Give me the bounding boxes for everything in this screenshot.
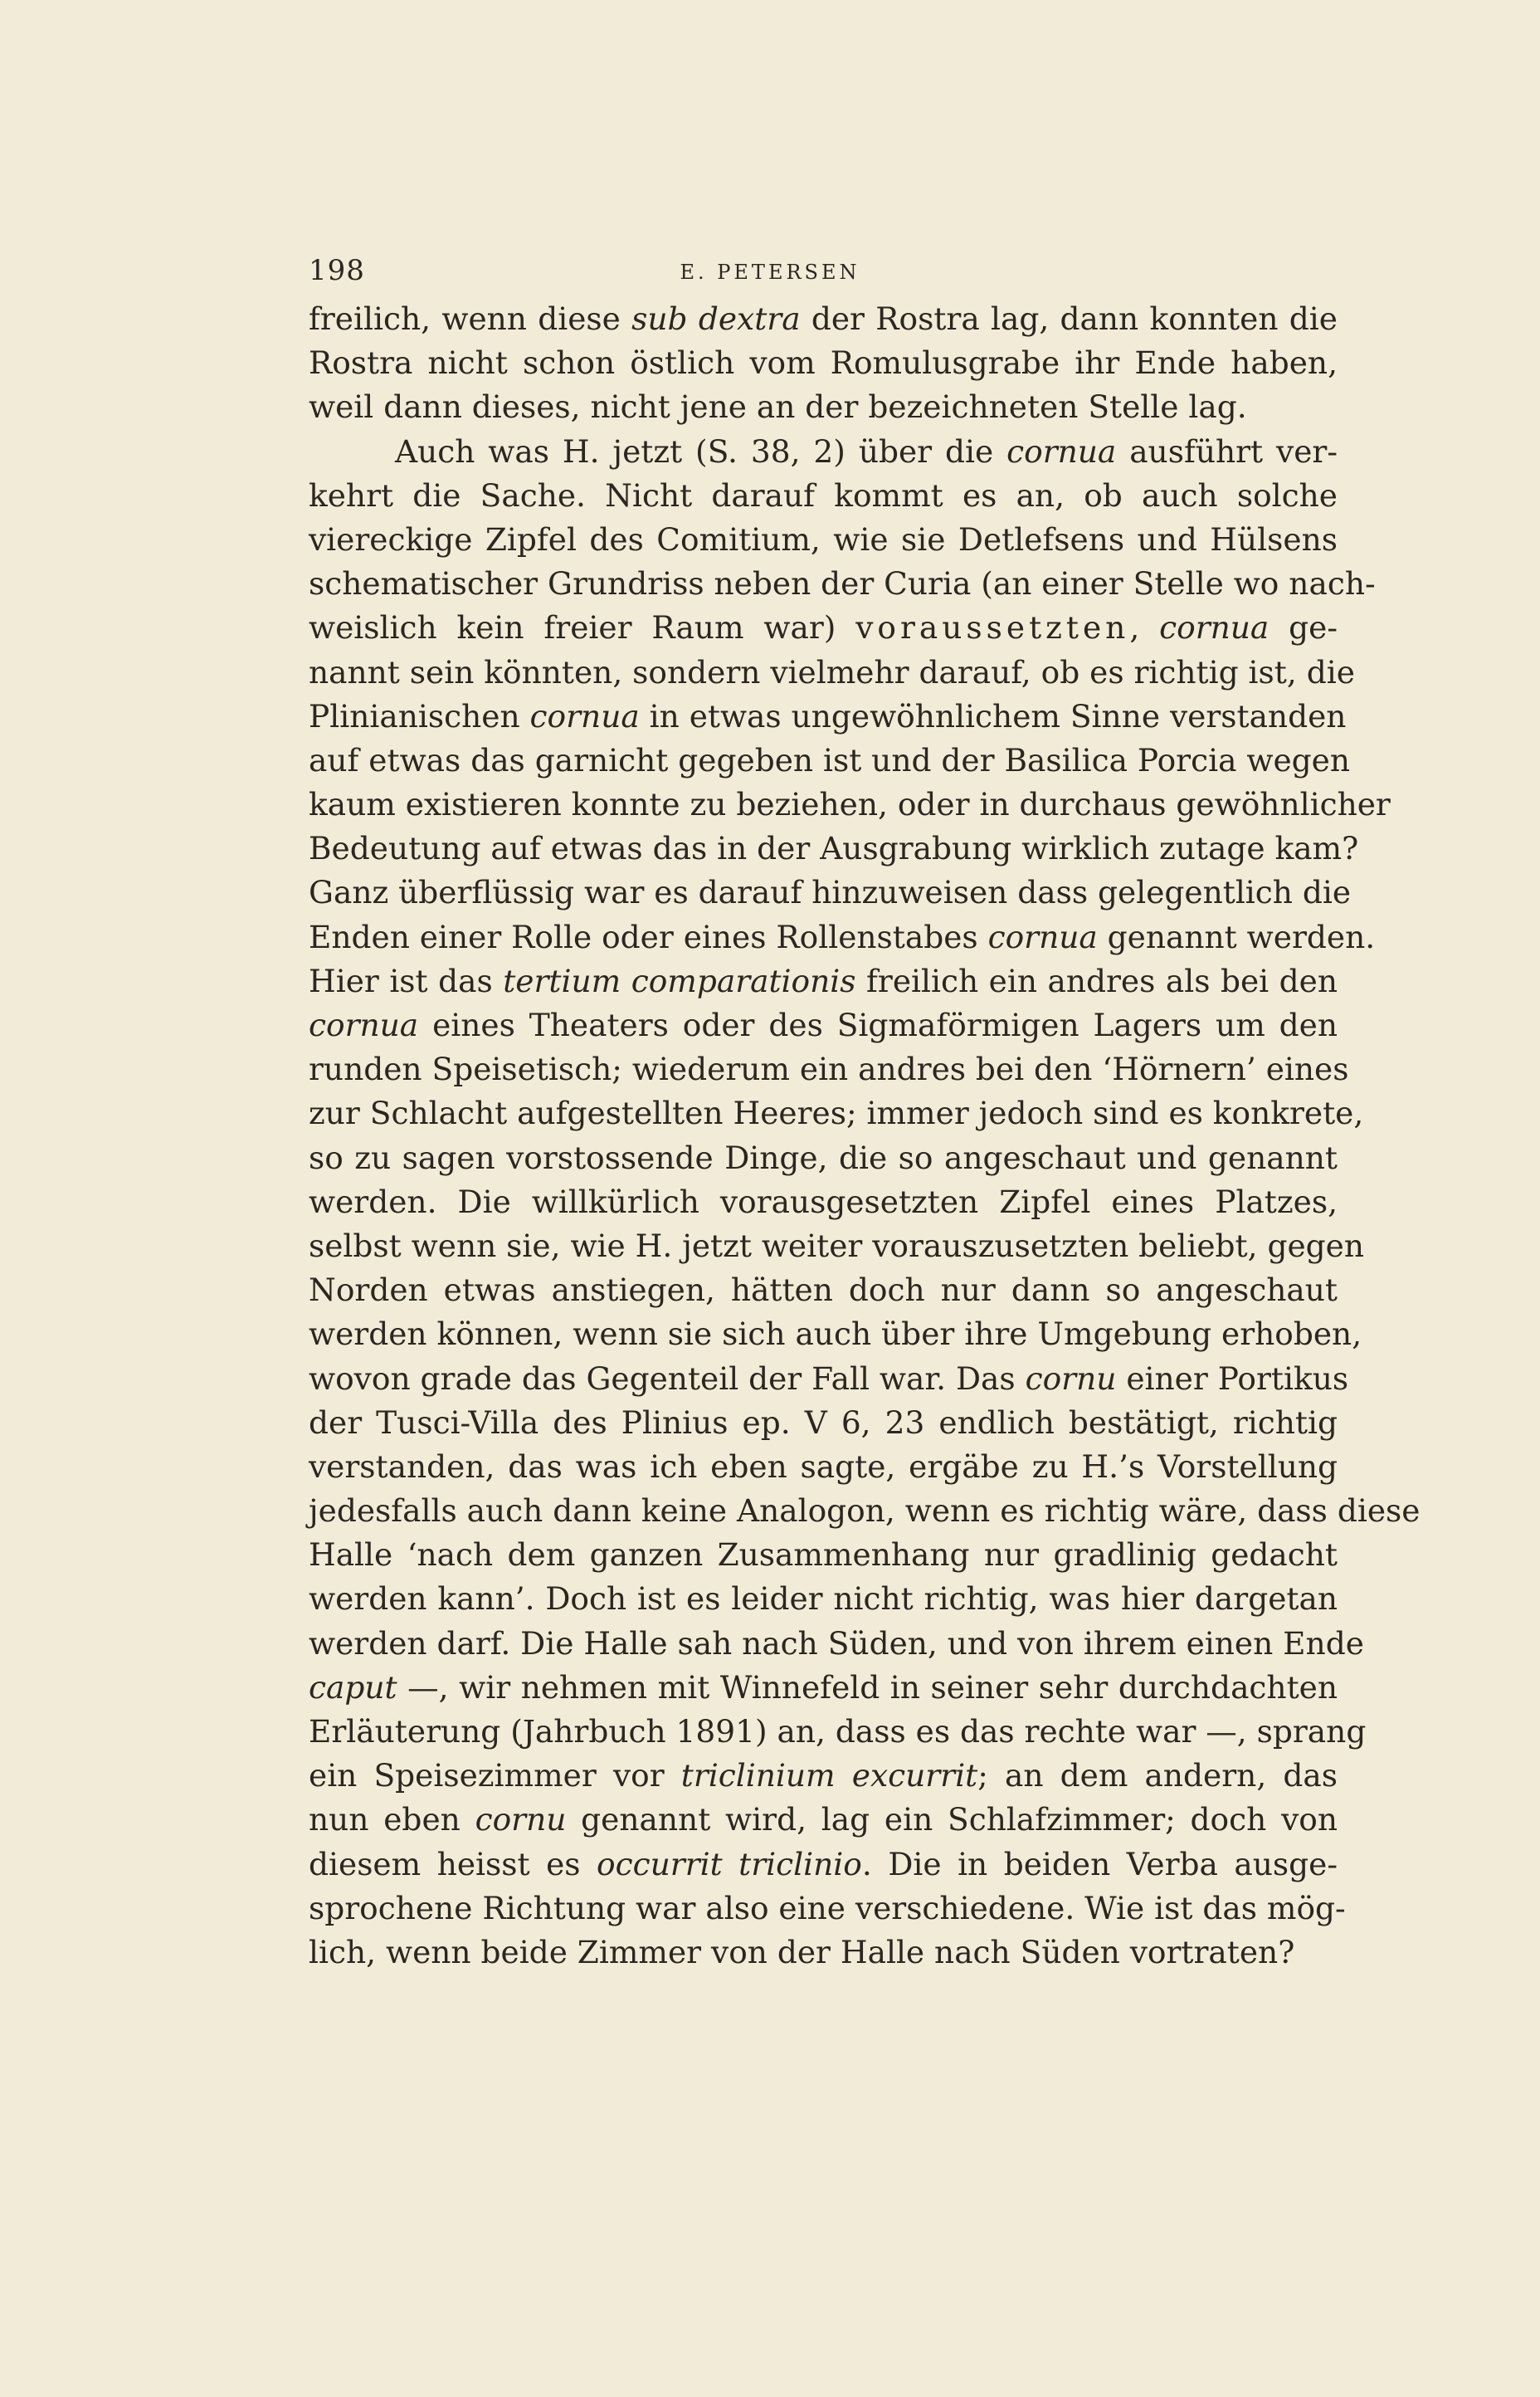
text-line	[309, 959, 1338, 1003]
text-run: sprochene Richtung war also eine verschiedene. Wie ist das mög-	[309, 1889, 1346, 1926]
text-line	[309, 474, 1338, 518]
text-line	[309, 651, 1355, 695]
text-run: nannt sein könnten, sondern vielmehr darauf, ob es richtig ist, die	[309, 653, 1355, 691]
text-line	[309, 385, 1338, 429]
text-run: genannt wird, lag ein Schlafzimmer; doch von	[566, 1801, 1338, 1838]
text-run: verstanden, das was ich eben sagte, ergäbe zu H.’s Vorstellung	[309, 1447, 1338, 1485]
text-run: Norden etwas anstiegen, hätten doch nur dann so angeschaut	[309, 1272, 1338, 1309]
italic-term: cornua	[309, 1007, 419, 1043]
italic-term: caput	[309, 1668, 397, 1706]
text-line	[309, 915, 1376, 959]
text-line	[309, 1931, 1338, 1975]
text-run: werden darf. Die Halle sah nach Süden, und von ihrem einen Ende	[309, 1624, 1364, 1662]
text-line	[309, 1180, 1338, 1224]
text-line	[309, 827, 1359, 871]
italic-term: cornu	[1025, 1360, 1117, 1397]
spaced-term: voraussetzten	[855, 609, 1130, 647]
text-line	[309, 1666, 1338, 1710]
italic-term: occurrit triclinio	[597, 1845, 862, 1882]
text-line	[309, 1754, 1338, 1798]
text-run: kehrt die Sache. Nicht darauf kommt es an, ob auch solche	[309, 476, 1338, 514]
text-line	[309, 1003, 1338, 1047]
text-run: eines Theaters oder des Sigmaförmigen Lagers um den	[418, 1007, 1338, 1043]
italic-term: triclinium excurrit	[680, 1757, 978, 1794]
text-line	[309, 1489, 1421, 1533]
italic-term: cornu	[475, 1801, 567, 1838]
text-run: werden. Die willkürlich vorausgesetzten Zipfel eines Platzes,	[309, 1183, 1338, 1220]
text-run: genannt werden.	[1097, 918, 1376, 955]
text-run: diesem heisst es	[309, 1845, 597, 1882]
text-run: ; an dem andern, das	[977, 1757, 1338, 1794]
text-run: Erläuterung (Jahrbuch 1891) an, dass es das rechte war —, sprang	[309, 1713, 1367, 1750]
text-run: Plinianischen	[309, 697, 530, 735]
text-line	[309, 1268, 1338, 1312]
text-line	[309, 1357, 1349, 1401]
text-line	[309, 1887, 1346, 1931]
text-run: weil dann dieses, nicht jene an der bezeichneten Stelle lag.	[309, 388, 1247, 426]
text-line	[309, 1047, 1349, 1091]
text-run: —, wir nehmen mit Winnefeld in seiner sehr durchdachten	[397, 1668, 1338, 1706]
text-line	[309, 739, 1351, 783]
text-line	[309, 1136, 1338, 1180]
page-number: 198	[309, 254, 365, 287]
text-run: ausführt ver-	[1116, 432, 1338, 470]
text-line	[309, 1312, 1362, 1356]
text-run: weislich kein freier Raum war)	[309, 609, 856, 647]
text-run: zur Schlacht aufgestellten Heeres; immer jedoch sind es konkrete,	[309, 1095, 1364, 1132]
text-run: ge-	[1269, 609, 1338, 647]
text-line	[309, 1798, 1338, 1842]
text-run: Rostra nicht schon östlich vom Romulusgrabe ihr Ende haben,	[309, 344, 1338, 382]
text-run: wovon grade das Gegenteil der Fall war. Das	[309, 1360, 1026, 1397]
text-run: nun eben	[309, 1801, 475, 1838]
text-run: lich, wenn beide Zimmer von der Halle nach Süden vortraten?	[309, 1933, 1295, 1970]
text-run: Enden einer Rolle oder eines Rollenstabes	[309, 918, 988, 955]
text-run: kaum existieren konnte zu beziehen, oder in durchaus gewöhnlicher	[309, 786, 1391, 823]
text-line	[309, 1533, 1338, 1577]
text-line	[309, 341, 1338, 385]
italic-term: cornua	[529, 697, 640, 735]
body-text	[309, 297, 1421, 1975]
text-run: der Tusci-Villa des Plinius ep. V 6, 23 endlich bestätigt, richtig	[309, 1404, 1338, 1441]
text-run: in etwas ungewöhnlichem Sinne verstanden	[639, 697, 1347, 735]
text-run: jedesfalls auch dann keine Analogon, wenn es richtig wäre, dass diese	[309, 1492, 1421, 1530]
text-line	[309, 1843, 1338, 1887]
text-run: Bedeutung auf etwas das in der Ausgrabung wirklich zutage kam?	[309, 830, 1359, 867]
text-line	[309, 1401, 1338, 1445]
text-run: viereckige Zipfel des Comitium, wie sie Detlefsens und Hülsens	[309, 520, 1338, 558]
text-line	[309, 1622, 1364, 1666]
text-line	[309, 297, 1338, 341]
text-line	[309, 606, 1338, 650]
text-line	[309, 1091, 1364, 1135]
text-line	[309, 518, 1338, 562]
italic-term: cornua	[987, 918, 1098, 955]
text-line	[309, 1710, 1367, 1754]
text-run: ,	[1129, 609, 1160, 647]
text-line	[309, 562, 1376, 606]
text-run: werden können, wenn sie sich auch über ihre Umgebung erhoben,	[309, 1316, 1362, 1353]
italic-term: tertium comparationis	[503, 962, 856, 999]
text-run: selbst wenn sie, wie H. jetzt weiter vorauszusetzten beliebt, gegen	[309, 1227, 1365, 1264]
italic-term: cornua	[1006, 432, 1117, 470]
text-line	[309, 1445, 1338, 1489]
text-line	[309, 783, 1391, 827]
text-run: der Rostra lag, dann konnten die	[800, 300, 1338, 337]
text-run: werden kann’. Doch ist es leider nicht richtig, was hier dargetan	[309, 1580, 1338, 1618]
text-run: freilich, wenn diese	[309, 300, 632, 337]
text-line	[309, 430, 1338, 474]
text-run: Ganz überflüssig war es darauf hinzuweisen dass gelegentlich die	[309, 874, 1352, 911]
text-run: auf etwas das garnicht gegeben ist und der Basilica Porcia wegen	[309, 741, 1351, 779]
text-run: Hier ist das	[309, 962, 504, 999]
text-line	[309, 695, 1347, 739]
text-line	[309, 1224, 1365, 1268]
text-run: . Die in beiden Verba ausge-	[861, 1845, 1338, 1882]
text-run: runden Speisetisch; wiederum ein andres bei den ‘Hörnern’ eines	[309, 1051, 1349, 1088]
italic-term: sub dextra	[631, 300, 801, 337]
text-run: einer Portikus	[1116, 1360, 1349, 1397]
text-run: so zu sagen vorstossende Dinge, die so angeschaut und genannt	[309, 1139, 1338, 1176]
text-line	[309, 1577, 1338, 1621]
italic-term: cornua	[1159, 609, 1270, 647]
text-run: Halle ‘nach dem ganzen Zusammenhang nur gradlinig gedacht	[309, 1536, 1338, 1574]
text-run: Auch was H. jetzt (S. 38, 2) über die	[395, 432, 1007, 470]
running-title: E. PETERSEN	[680, 261, 860, 284]
text-run: schematischer Grundriss neben der Curia (an einer Stelle wo nach-	[309, 565, 1376, 603]
text-run: freilich ein andres als bei den	[855, 962, 1338, 999]
text-run: ein Speisezimmer vor	[309, 1757, 681, 1794]
text-line	[309, 871, 1352, 915]
